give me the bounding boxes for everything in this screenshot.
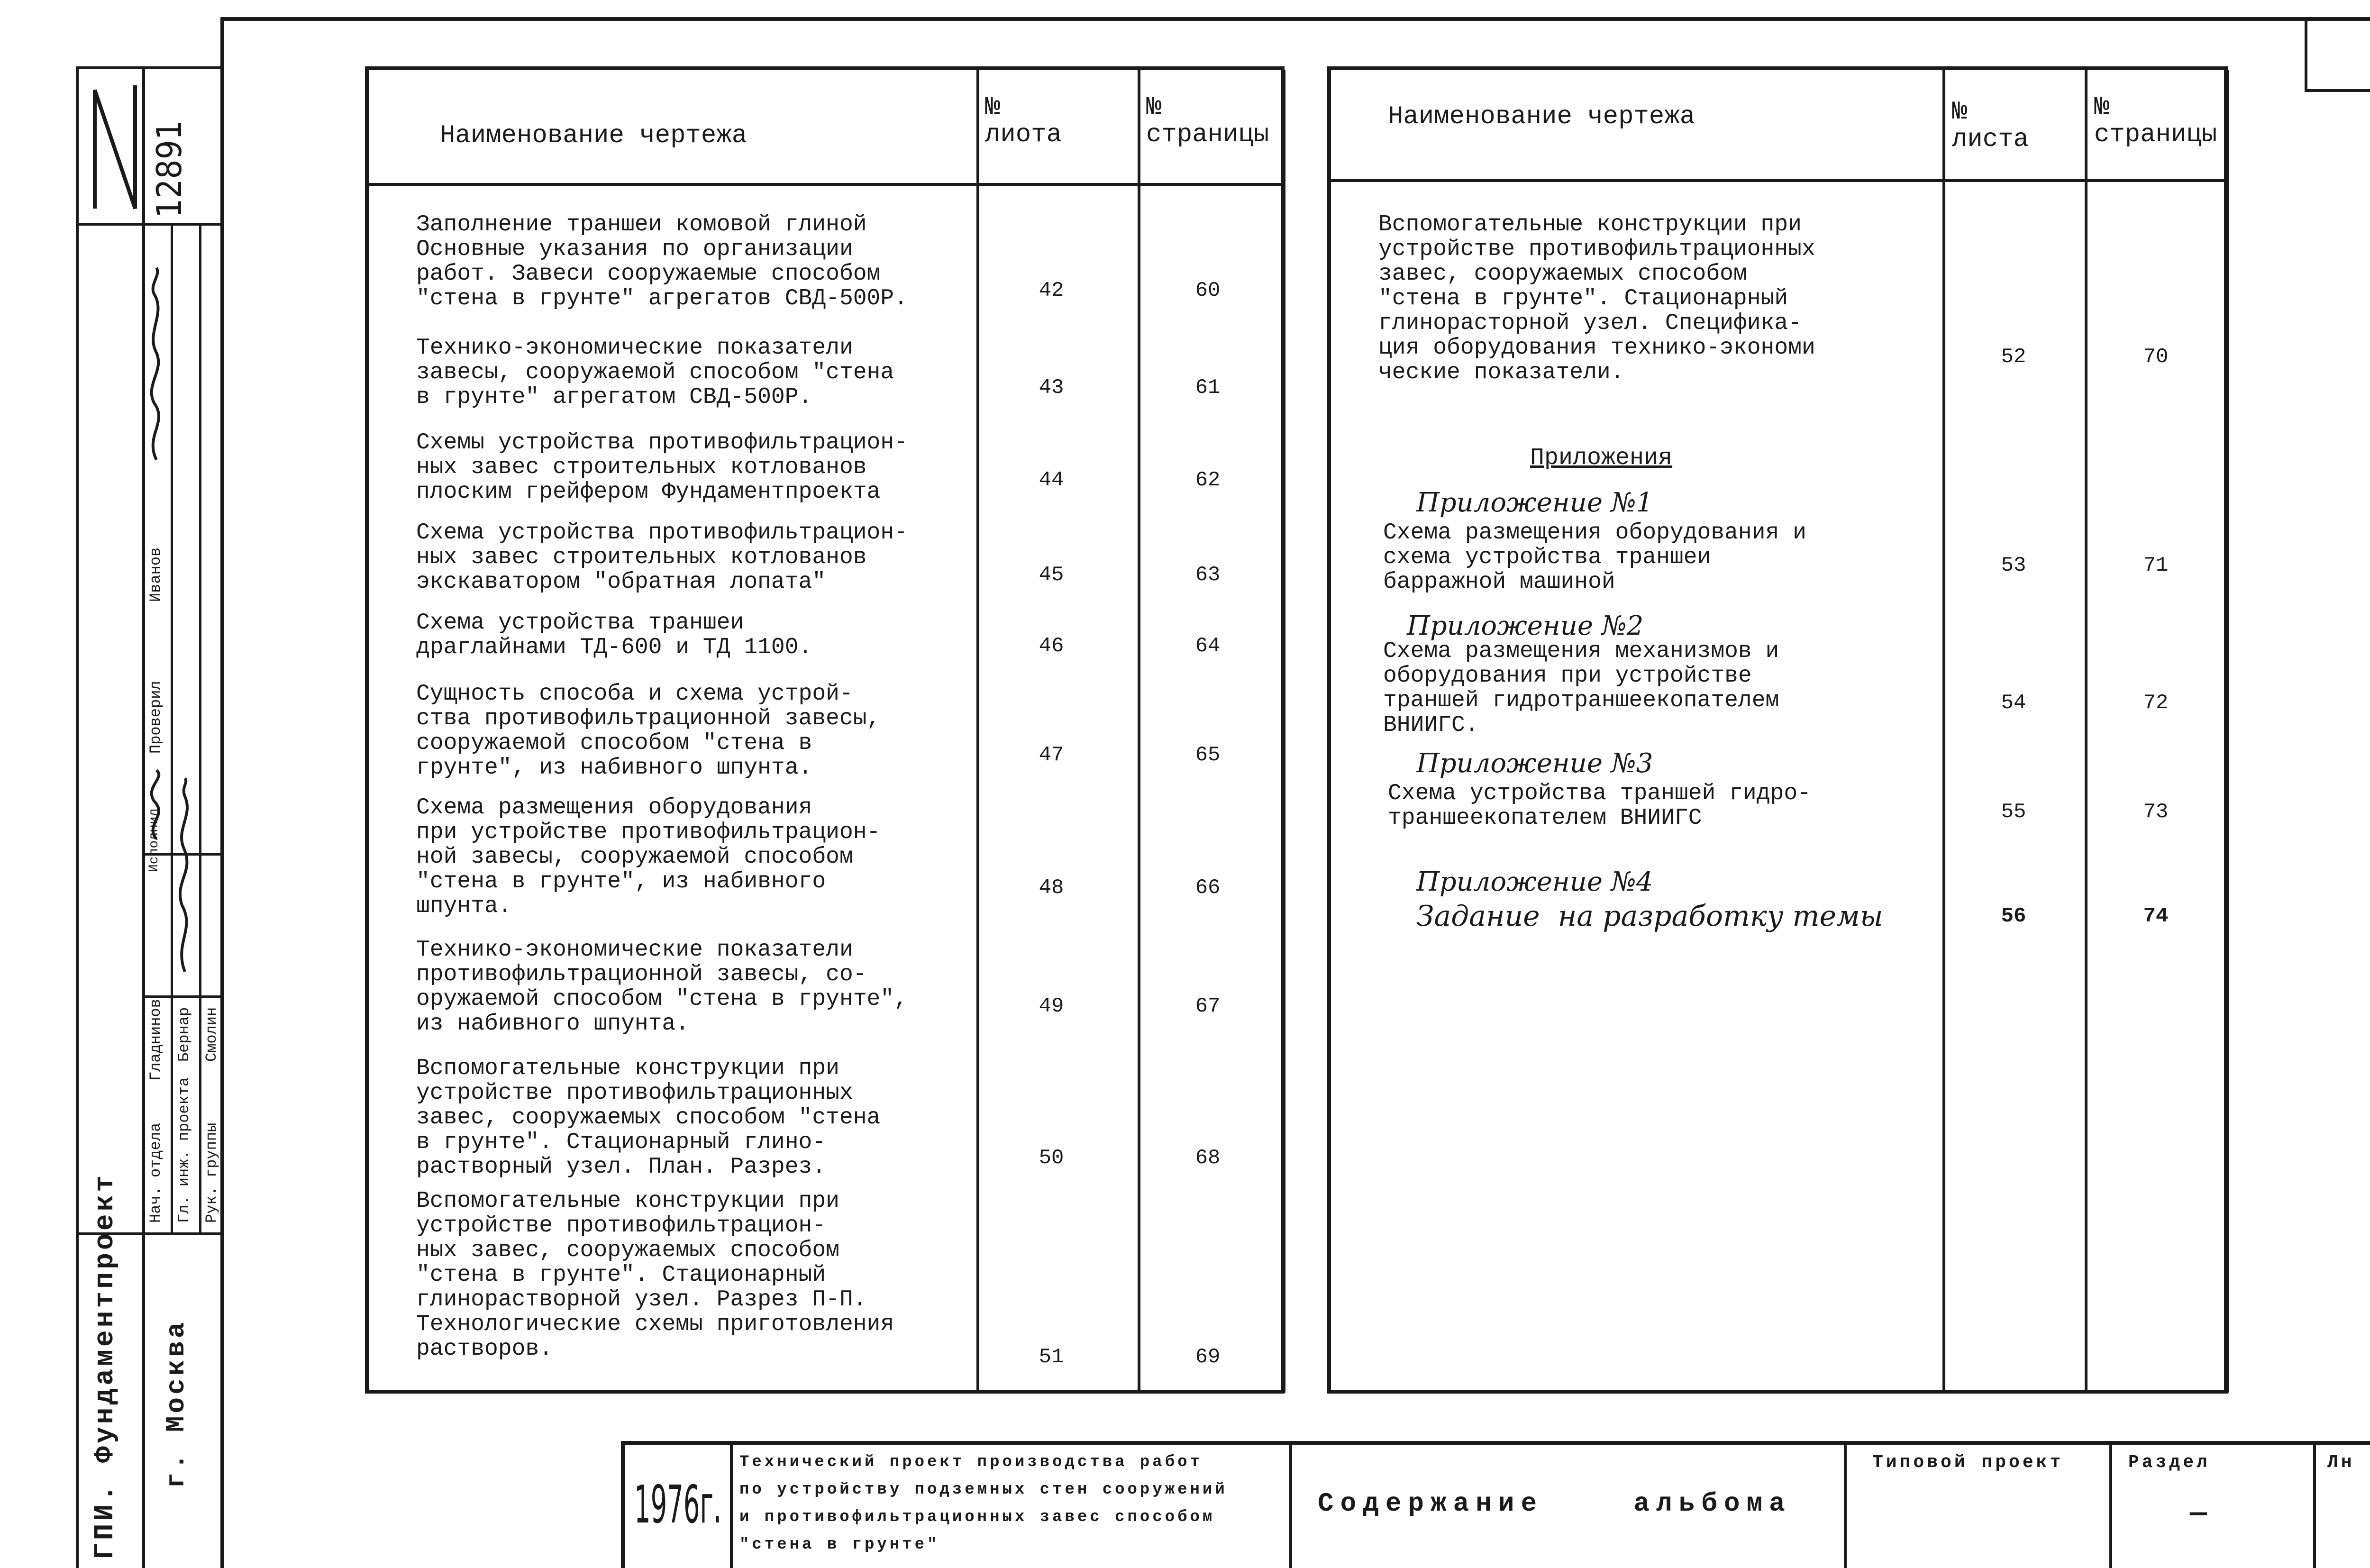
- stamp-name-4: Иванов: [147, 547, 164, 602]
- left-stamp: [71, 66, 223, 1568]
- left-row-8-sheet: 49: [1039, 994, 1064, 1018]
- left-row-2-sheet: 43: [1039, 376, 1064, 400]
- left-row-10-page: 69: [1195, 1345, 1221, 1369]
- left-row-5-page: 64: [1195, 634, 1221, 658]
- left-row-3-sheet: 44: [1039, 468, 1064, 492]
- left-row-7-sheet: 48: [1039, 876, 1064, 900]
- left-row-7-name: Схема размещения оборудования при устройстве противофильтрацион- ной завесы, сооружаемой способом "стена в грунте", из набивного шпунта.: [416, 795, 881, 919]
- title-col-sheet: Лн: [2327, 1452, 2355, 1473]
- signature-3: [172, 777, 198, 976]
- left-row-10-sheet: 51: [1039, 1345, 1064, 1369]
- left-header-page: № страницы: [1146, 93, 1269, 149]
- sheet-number: 12891: [149, 120, 189, 218]
- appendix-1-name: Схема размещения оборудования и схема устройства траншеи барражной машиной: [1383, 520, 1806, 595]
- left-row-2-page: 61: [1195, 376, 1221, 400]
- frame-corner-mark: [2305, 21, 2307, 92]
- stamp-name-2: Бернар: [175, 1007, 193, 1062]
- stamp-role-chief-engineer: Гл. инж. проекта: [175, 1077, 193, 1223]
- right-row-1-sheet: 52: [2001, 345, 2026, 369]
- appendix-1-page: 71: [2143, 554, 2169, 577]
- left-row-9-sheet: 50: [1039, 1146, 1064, 1170]
- appendix-3-sheet: 55: [2001, 800, 2026, 824]
- stamp-org: ГПИ. Фундаментпроект: [90, 1172, 121, 1559]
- signature-2: [142, 768, 171, 844]
- left-row-3-name: Схемы устройства противофильтрацион- ных завес строительных котлованов плоским грейфером Фундаментпроекта: [416, 430, 908, 505]
- stamp-city: г. Москва: [161, 1319, 191, 1488]
- appendix-4-title: Приложение №4: [1416, 866, 1653, 897]
- appendix-2-name: Схема размещения механизмов и оборудования при устройстве траншей гидротраншеекопателем ВНИИГС.: [1383, 638, 1779, 738]
- left-row-8-name: Технико-экономические показатели противофильтрационной завесы, со- оружаемой способом "стена в грунте", из набивного шпунта.: [416, 937, 908, 1037]
- appendix-4-name: Задание на разработку темы: [1416, 900, 1883, 933]
- title-col-section-value: —: [2190, 1498, 2210, 1530]
- left-row-4-name: Схема устройства противофильтрацион- ных завес строительных котлованов экскаватором "обратная лопата": [416, 520, 908, 595]
- stamp-role-performed: Исполнил: [147, 808, 162, 872]
- stamp-role-head: Нач. отдела: [147, 1122, 164, 1223]
- title-col-section: Раздел: [2128, 1452, 2210, 1473]
- appendix-3-title: Приложение №3: [1416, 748, 1653, 779]
- appendix-1-sheet: 53: [2001, 554, 2026, 577]
- left-table-shadow-right: [1281, 70, 1285, 1393]
- left-row-3-page: 62: [1195, 468, 1221, 492]
- right-header-sheet: № листа: [1952, 98, 2029, 154]
- appendix-heading: Приложения: [1530, 445, 1673, 472]
- appendix-4-sheet: 56: [2001, 904, 2026, 928]
- left-row-1-sheet: 42: [1039, 279, 1064, 302]
- title-block: [621, 1441, 2370, 1568]
- left-row-7-page: 66: [1195, 876, 1221, 900]
- left-row-6-name: Сущность способа и схема устрой- ства противофильтрационной завесы, сооружаемой способом "стена в грунте", из набивного шпунта.: [416, 681, 881, 781]
- title-col-typical: Типовой проект: [1872, 1452, 2064, 1473]
- right-header-page: № страницы: [2094, 93, 2217, 149]
- title-project-desc: Технический проект производства работ по устройству подземных стен сооружений и противофильтрационных завес способом "стена в грунте": [739, 1453, 1228, 1554]
- left-row-1-name: Заполнение траншеи комовой глиной Основные указания по организации работ. Завеси сооружаемые способом "стена в грунте" агрегатов СВД-500Р.: [416, 212, 908, 311]
- right-contents-table: [1327, 66, 2228, 1394]
- appendix-2-title: Приложение №2: [1407, 611, 1644, 641]
- left-row-8-page: 67: [1195, 994, 1221, 1018]
- left-row-5-name: Схема устройства траншеи драглайнами ТД-600 и ТД 1100.: [416, 610, 812, 660]
- frame-corner-mark-h: [2305, 89, 2370, 92]
- title-year: 1976г.: [634, 1474, 722, 1535]
- left-row-4-sheet: 45: [1039, 563, 1064, 587]
- frame-top-line: [223, 17, 2370, 21]
- stamp-name-3: Смолин: [203, 1007, 220, 1062]
- title-sheet-title: Содержание альбома: [1318, 1488, 1792, 1519]
- appendix-2-page: 72: [2143, 691, 2169, 715]
- appendix-3-page: 73: [2143, 800, 2169, 824]
- left-row-10-name: Вспомогательные конструкции при устройстве противофильтрацион- ных завес, сооружаемых способом "стена в грунте". Стационарный глинорастворной узел. Разрез П-П. Технологические схемы приготовления растворов.: [416, 1188, 894, 1362]
- left-row-1-page: 60: [1195, 279, 1221, 302]
- left-row-5-sheet: 46: [1039, 634, 1064, 658]
- appendix-2-sheet: 54: [2001, 691, 2026, 715]
- left-row-9-name: Вспомогательные конструкции при устройстве противофильтрационных завес, сооружаемых способом "стена в грунте". Стационарный глино- растворный узел. План. Разрез.: [416, 1056, 881, 1180]
- left-row-6-page: 65: [1195, 743, 1221, 767]
- signature-1: [142, 265, 171, 465]
- right-row-1-page: 70: [2143, 345, 2169, 369]
- left-header-sheet: № лиота: [985, 93, 1062, 149]
- left-row-6-sheet: 47: [1039, 743, 1064, 767]
- left-row-9-page: 68: [1195, 1146, 1221, 1170]
- stamp-role-group-lead: Рук. группы: [203, 1122, 220, 1223]
- right-header-name: Наименование чертежа: [1388, 102, 1695, 131]
- right-row-1-name: Вспомогательные конструкции при устройстве противофильтрационных завес, сооружаемых способом "стена в грунте". Стационарный глинорасторной узел. Специфика- ция оборудования технико-экономи ческие показатели.: [1378, 212, 1815, 385]
- left-header-name: Наименование чертежа: [440, 121, 747, 150]
- appendix-1-title: Приложение №1: [1416, 487, 1653, 518]
- sheet-number-stroke: [90, 81, 142, 213]
- left-row-4-page: 63: [1195, 563, 1221, 587]
- appendix-3-name: Схема устройства траншей гидро- траншеекопателем ВНИИГС: [1388, 781, 1811, 831]
- right-table-shadow-right: [2224, 70, 2229, 1393]
- stamp-role-checked: Проверил: [147, 681, 164, 754]
- left-row-2-name: Технико-экономические показатели завесы, сооружаемой способом "стена в грунте" агрегатом СВД-500Р.: [416, 335, 894, 410]
- stamp-name-1: Гладнинов: [147, 999, 164, 1081]
- left-contents-table: [365, 66, 1285, 1394]
- appendix-4-page: 74: [2143, 904, 2169, 928]
